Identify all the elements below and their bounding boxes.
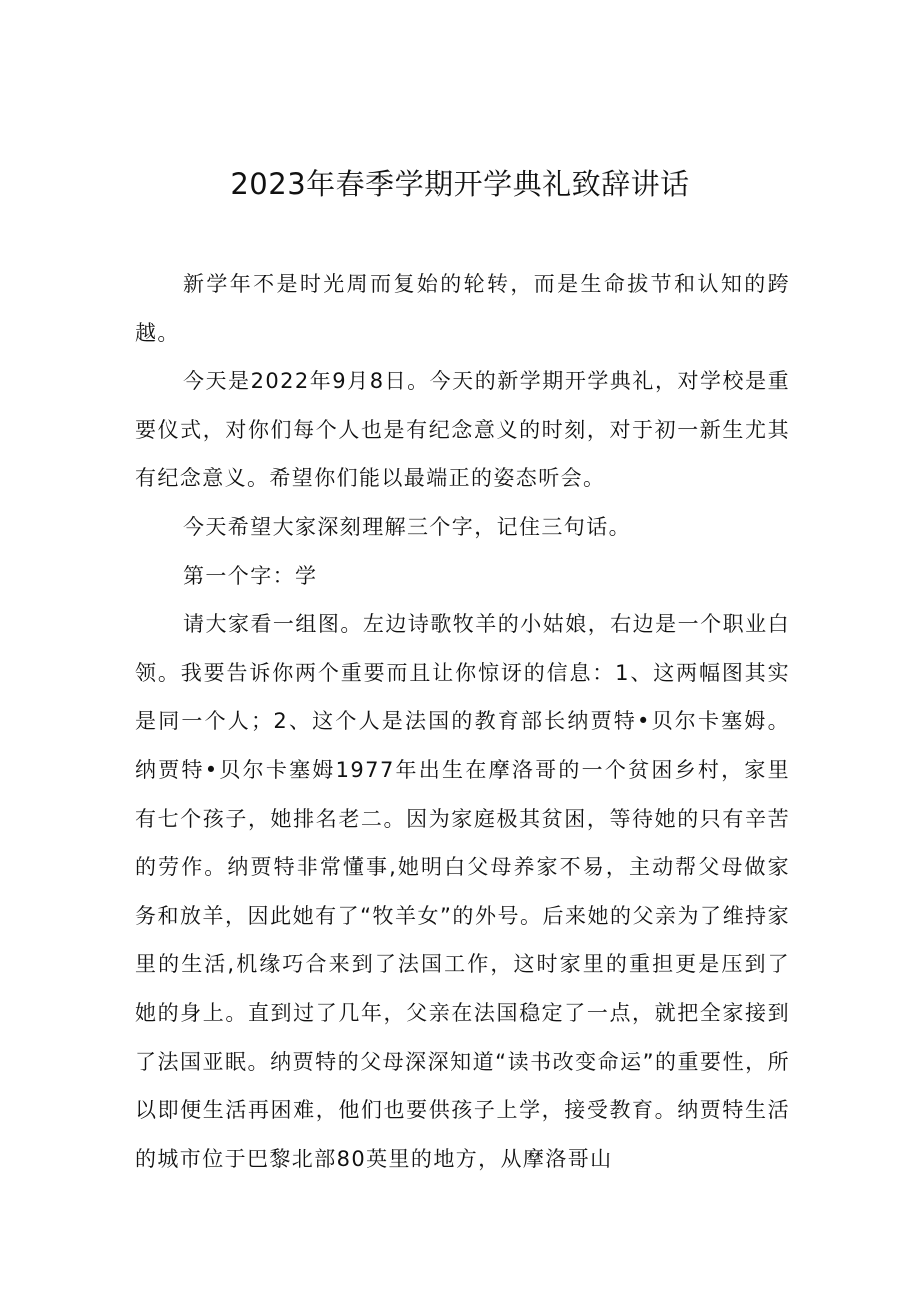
paragraph-story: 请大家看一组图。左边诗歌牧羊的小姑娘，右边是一个职业白领。我要告诉你两个重要而且让你惊讶的信息：1、这两幅图其实是同一个人；2、这个人是法国的教育部长纳贾特•贝尔卡塞姆。纳贾特•贝尔卡塞姆1977年出生在摩洛哥的一个贫困乡村，家里有七个孩子，她排名老二。因为家庭极其贫困，等待她的只有辛苦的劳作。纳贾特非常懂事,她明白父母养家不易，主动帮父母做家务和放羊，因此她有了“牧羊女”的外号。后来她的父亲为了维持家里的生活,机缘巧合来到了法国工作，这时家里的重担更是压到了她的身上。直到过了几年，父亲在法国稳定了一点，就把全家接到了法国亚眠。纳贾特的父母深深知道“读书改变命运”的重要性，所以即便生活再困难，他们也要供孩子上学，接受教育。纳贾特生活的城市位于巴黎北部80英里的地方，从摩洛哥山 [135,612,790,1171]
document-body [135,260,790,1183]
paragraph-first-word-heading: 第一个字：学 [183,563,318,588]
paragraph-date: 今天是2022年9月8日。今天的新学期开学典礼，对学校是重要仪式，对你们每个人也是有纪念意义的时刻，对于初一新生尤其有纪念意义。希望你们能以最端正的姿态听会。 [135,369,790,491]
paragraph-intro: 新学年不是时光周而复始的轮转，而是生命拔节和认知的跨越。 [135,272,790,345]
paragraph-three-words: 今天希望大家深刻理解三个字，记住三句话。 [183,514,631,539]
document-title: 2023年春季学期开学典礼致辞讲话 [230,167,690,201]
